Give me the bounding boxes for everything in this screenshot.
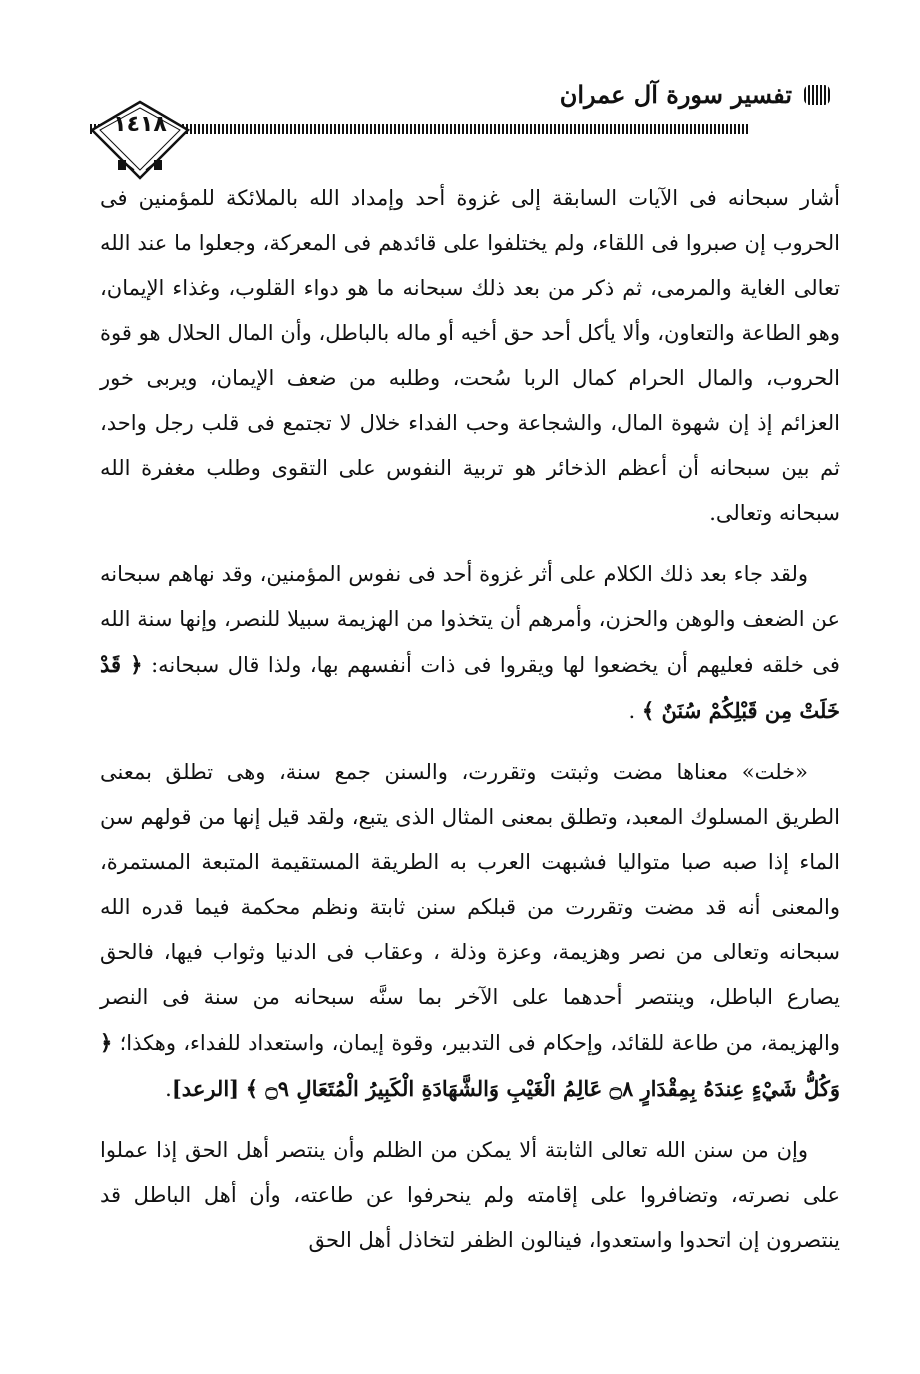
paragraph-text: وإن من سنن الله تعالى الثابتة ألا يمكن من الظلم وأن ينتصر أهل الحق إذا عملوا على نصرته، وتضافروا على إقامته ولم ينحرفوا عن طاعته، وأن أهل الباطل قد ينتصرون إن اتحدوا واستعدوا، فينالون الظفر لتخاذل أهل الحق bbox=[100, 1138, 840, 1252]
page-header bbox=[90, 70, 850, 180]
running-title bbox=[560, 80, 830, 109]
ornament-icon bbox=[804, 85, 830, 105]
paragraph-2 bbox=[100, 552, 840, 734]
paragraph-text: أشار سبحانه فى الآيات السابقة إلى غزوة أحد وإمداد الله بالملائكة للمؤمنين فى الحروب إن صبروا فى اللقاء، ولم يختلفوا على قائدهم فى المعركة، وجعلوا ما عند الله تعالى الغاية والمرمى، ثم ذكر من بعد ذلك سبحانه ما هو دواء القلوب، وغذاء الإيمان، وهو الطاعة والتعاون، وألا يأكل أحد حق أخيه أو ماله بالباطل، وأن المال الحلال هو قوة الحروب، والمال الحرام كمال الربا سُحت، وطلبه من ضعف الإيمان، ويربى خور العزائم إذ إن شهوة المال، والشجاعة وحب الفداء خلال لا تجتمع فى قلب رجل واحد، ثم بين سبحانه أن أعظم الذخائر هو تربية النفوس على التقوى وطلب مغفرة الله سبحانه وتعالى. bbox=[100, 186, 840, 525]
paragraph-3 bbox=[100, 750, 840, 1112]
paragraph-4 bbox=[100, 1128, 840, 1263]
sentence-end: . bbox=[165, 1077, 172, 1101]
page-number: ١٤١٨ bbox=[113, 112, 167, 137]
quran-quote: ﴿ قَدْ خَلَتْ مِن قَبْلِكُمْ سُنَنٌ ﴾ bbox=[100, 652, 840, 723]
paragraph-1 bbox=[100, 176, 840, 536]
running-title-text: تفسير سورة آل عمران bbox=[559, 80, 792, 109]
page-body bbox=[100, 176, 840, 1279]
quran-quote: ﴿ وَكُلُّ شَيْءٍ عِندَهُ بِمِقْدَارٍ ۝٨ عَالِمُ الْغَيْبِ وَالشَّهَادَةِ الْكَبِيرُ الْمُتَعَالِ ۝٩ ﴾ bbox=[100, 1030, 840, 1101]
surah-reference: [الرعد] bbox=[171, 1076, 240, 1101]
page-number-badge bbox=[90, 100, 190, 180]
paragraph-text: ولقد جاء بعد ذلك الكلام على أثر غزوة أحد فى نفوس المؤمنين، وقد نهاهم سبحانه عن الضعف والوهن والحزن، وأمرهم أن يتخذوا من الهزيمة سبيلا للنصر، وإنها سنة الله فى خلقه فعليهم أن يخضعوا لها ويقروا فى ذات أنفسهم بها، ولذا قال سبحانه: bbox=[100, 562, 840, 677]
paragraph-text: «خلت» معناها مضت وثبتت وتقررت، والسنن جمع سنة، وهى تطلق بمعنى الطريق المسلوك المعبد، وتطلق بمعنى المثال الذى يتبع، ولقد قيل إنها من قولهم سن الماء إذا صبه صبا متواليا فشبهت العرب به الطريقة المستقيمة المتبعة المستمرة، والمعنى أنه قد مضت وتقررت من قبلكم سنن ثابتة ونظم محكمة فيما قدره الله سبحانه وتعالى من نصر وهزيمة، وعزة وذلة ، وعقاب فى الدنيا وثواب فيها، فالحق يصارع الباطل، وينتصر أحدهما على الآخر بما سنَّه سبحانه من سنة فى النصر والهزيمة، من طاعة للقائد، وإحكام فى التدبير، وقوة إيمان، واستعداد للفداء، وهكذا؛ bbox=[100, 760, 840, 1055]
sentence-end: . bbox=[628, 699, 636, 723]
